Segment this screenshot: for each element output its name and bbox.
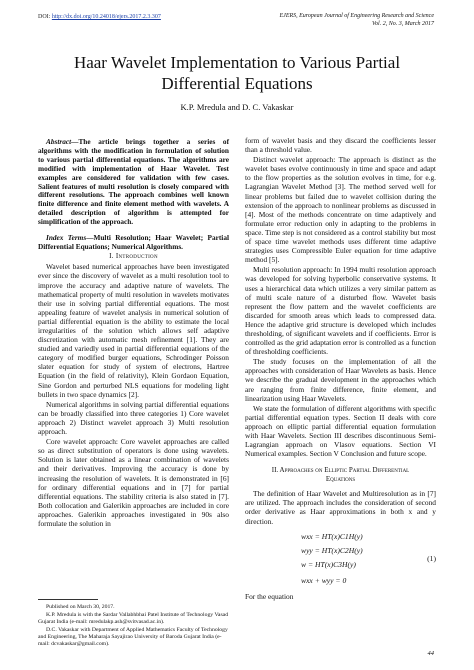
authors: K.P. Mredula and D. C. Vakaskar (180, 102, 294, 112)
doi-header (38, 14, 161, 20)
doi-prefix: DOI: (38, 14, 51, 20)
section-heading-introduction: I. Introduction (109, 252, 158, 261)
equation-number: (1) (427, 553, 436, 563)
footnote-published: Published on March 30, 2017. (46, 604, 115, 610)
right-paragraph-4: The study focuses on the implementation of all the approaches with consideration of Haar Wavelets as basis. Hence we describe the gradual development in the approaches which are ranging from finite difference, finite element, and linearization using Haar Wavelets. (245, 357, 436, 403)
equation-w: w = HT(x)C3H(y) (301, 559, 356, 569)
footnotes (38, 604, 229, 649)
elliptic-paragraph: The definition of Haar Wavelet and Multiresolution as in [7] are utilized. The approach includes the consideration of second order derivative as Haar approximations in both x and y direction. (245, 489, 436, 526)
section-heading-elliptic (245, 466, 436, 484)
right-paragraph-3: Multi resolution approach: In 1994 multi resolution approach was developed for solving hyperbolic conservative systems. It uses a hierarchical data which utilizes a very similar pattern as of multi scale nature of a disturbed flow. Wavelet basis represent the flow pattern and the wavelet coefficients are discarded for smooth areas which leads to compressed data. Hence the adaptive grid structure is developed which includes thresholding, of significant wavelets and if coefficients. Error is controlled as the grid adaptation error is controlled as a function of thresholding coefficients. (245, 265, 436, 357)
equation-wxx: wxx = HT(x)C1H(y) (301, 531, 363, 541)
title-line-1: Haar Wavelet Implementation to Various Partial (73, 53, 401, 72)
intro-paragraph-1: Wavelet based numerical approaches have been investigated ever since the discovery of wavelet as a multi resolution tool to improve the accuracy and adaptive nature of wavelets. The mathematical property of multi resolution in wavelets motivates their use in solving partial differential equations. The most appealing feature of wavelet analysis in numerical solution of partial differential equation is the ability to estimate the local irregularities of the solution which allows self adaptive discretization with automatic mesh refinement [1]. They are studied and variedly used in partial differential equations of the category of modified burger equations, Schrodinger Poisson slater equation for study of system of electrons, Hartree Equation (in the field of relativity), Klein Gordaon Equation, Sine Gordon and perturbed NLS equations for modeling light bullets in two space dynamics [2]. (38, 262, 229, 399)
index-terms-text: —Multi Resolution; Haar Wavelet; Partial Differential Equations; Numerical Algorithms. (38, 233, 230, 252)
equation-laplace: wxx + wyy = 0 (301, 575, 347, 585)
footnote-author-1: K.P. Mredula is with the Sardar Vallabhbhai Patel Institute of Technology Vasad Gujarat India (e-mail: mredulakp.ash@svitvasad.ac.in). (38, 612, 229, 625)
right-paragraph-1: form of wavelet basis and they discard the coefficients lesser than a threshold value. (245, 136, 436, 155)
right-paragraph-5: We state the formulation of different algorithms with specific partial differential equation types. Section II deals with core approach on elliptic partial differential equation formulation with Haar Wavelets. Section III describes discontinuous Semi-Lagrangian approach on Vlasov equations. Section VI Numerical examples. Section V Conclusion and future scope. (245, 403, 436, 459)
right-column (245, 136, 436, 602)
intro-paragraph-2: Numerical algorithms in solving partial differential equations can be broadly classified into three categories 1) Core wavelet approach 2) Distinct wavelet approach 3) Multi resolution approach. (38, 399, 229, 437)
footnote-author-2: D.C. Vakaskar with Department of Applied Mathematics Faculty of Technology and Engineering, The Maharaja Sayajirao University of Baroda Gujarat India (e-mail: dcvakaskar@gmail.com). (38, 627, 228, 647)
for-equation-text: For the equation (245, 591, 294, 601)
abstract (38, 138, 229, 227)
index-terms-label: Index Terms (46, 233, 87, 243)
journal-volume: Vol. 2, No. 3, March 2017 (372, 21, 434, 27)
doi-link[interactable]: http://dx.doi.org/10.24018/ejers.2017.2.3.307 (51, 14, 161, 20)
index-terms (38, 233, 229, 251)
section-heading-elliptic-line-1: II. Approaches on Elliptic Partial Differential (271, 466, 410, 475)
equation-wyy: wyy = HT(x)C2H(y) (301, 545, 363, 555)
abstract-text: —The article brings together a series of algorithms with the modification in formulation of solution to various partial differential equations. The algorithms are modified with implementation of Haar Wavelet. Test examples are considered for validation with few cases. Salient features of multi resolution is closely compared with different resolutions. The approach combines well known finite difference and finite element method with wavelets. A detailed description of algorithm is attempted for simplification of the approach. (38, 137, 229, 227)
paper-title (38, 52, 436, 94)
section-heading-elliptic-line-2: Equations (325, 475, 356, 484)
journal-header (279, 12, 434, 28)
intro-paragraph-3: Core wavelet approach: Core wavelet approaches are called so as direct substitution of operators is done using wavelets. Solution is later obtained as a linear combination of wavelets and their derivatives. Improving the accuracy is done by increasing the resolution of wavelets. It is demonstrated in [6] for ordinary differential equations and in [7] for partial differential equations. The stability criteria is also stated in [7]. Both collocation and Galerikin approaches are included in core approaches. Galerikin approaches investigated in 90s also formulate the solution in (38, 437, 229, 528)
title-line-2: Differential Equations (161, 74, 313, 93)
page-number: 44 (427, 650, 434, 657)
right-paragraph-2: Distinct wavelet approach: The approach is distinct as the wavelet bases evolve continuously in time and space and adapt to the flow properties as the solution evolves in time, for e.g. Lagrangian Wavelet Method [3]. The method served well for linear problems but failed due to wavelet collision during the extension of the approach to nonlinear problems as discussed in [4]. Most of the methods concentrate on time adaptively and formulate error reduction only in adapting to the problems in space. Time step is not considered as a control stability but most of space time wavelet methods uses different time adaptive strategies uses Compressible Euler equation for time adaptive method [5]. (245, 155, 436, 265)
footnote-divider (38, 599, 98, 600)
abstract-label: Abstract (46, 137, 72, 146)
equation-block (245, 530, 436, 586)
journal-name: EJERS, European Journal of Engineering Research and Science (279, 13, 434, 19)
left-column (38, 138, 229, 529)
